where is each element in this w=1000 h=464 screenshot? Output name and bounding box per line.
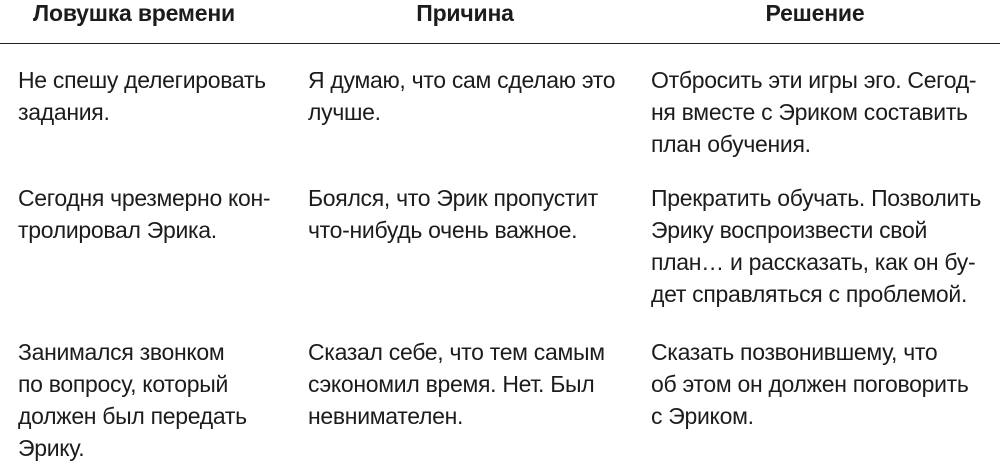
cell-line: дет справляться с проблемой. <box>651 281 968 307</box>
cell-line: ня вместе с Эриком составить <box>651 99 968 125</box>
cell-time-trap <box>18 64 288 128</box>
cell-line: должен был передать <box>18 403 247 429</box>
table-header <box>0 0 1000 44</box>
cell-line: Отбросить эти игры эго. Сегод- <box>651 67 977 93</box>
cell-line: Сказал себе, что тем самым <box>308 339 605 365</box>
cell-line: план обучения. <box>651 131 811 157</box>
cell-line: невнимателен. <box>308 403 464 429</box>
cell-line: тролировал Эрика. <box>18 217 217 243</box>
cell-line: задания. <box>18 99 110 125</box>
cell-line: Боялся, что Эрик пропустит <box>308 185 598 211</box>
cell-solution <box>651 336 996 432</box>
cell-line: Прекратить обучать. Позволить <box>651 185 982 211</box>
cell-line: что-нибудь очень важное. <box>308 217 578 243</box>
cell-reason <box>308 336 628 432</box>
cell-line: Эрику. <box>18 435 85 461</box>
cell-line: Сказать позвонившему, что <box>651 339 938 365</box>
header-reason: Причина <box>416 0 514 26</box>
cell-line: с Эриком. <box>651 403 754 429</box>
cell-line: Сегодня чрезмерно кон- <box>18 185 271 211</box>
cell-line: Я думаю, что сам сделаю это <box>308 67 616 93</box>
cell-time-trap <box>18 182 288 246</box>
cell-reason <box>308 64 628 128</box>
cell-reason <box>308 182 628 246</box>
cell-line: план… и рассказать, как он бу- <box>651 249 976 275</box>
cell-line: сэкономил время. Нет. Был <box>308 371 595 397</box>
header-divider <box>0 43 1000 44</box>
cell-time-trap <box>18 336 288 464</box>
cell-solution <box>651 64 996 160</box>
cell-line: Эрику воспроизвести свой <box>651 217 927 243</box>
header-time-trap: Ловушка времени <box>33 0 235 26</box>
cell-line: по вопросу, который <box>18 371 229 397</box>
cell-line: лучше. <box>308 99 381 125</box>
cell-line: об этом он должен поговорить <box>651 371 969 397</box>
cell-solution <box>651 182 996 310</box>
cell-line: Занимался звонком <box>18 339 225 365</box>
header-solution: Решение <box>765 0 865 26</box>
cell-line: Не спешу делегировать <box>18 67 266 93</box>
